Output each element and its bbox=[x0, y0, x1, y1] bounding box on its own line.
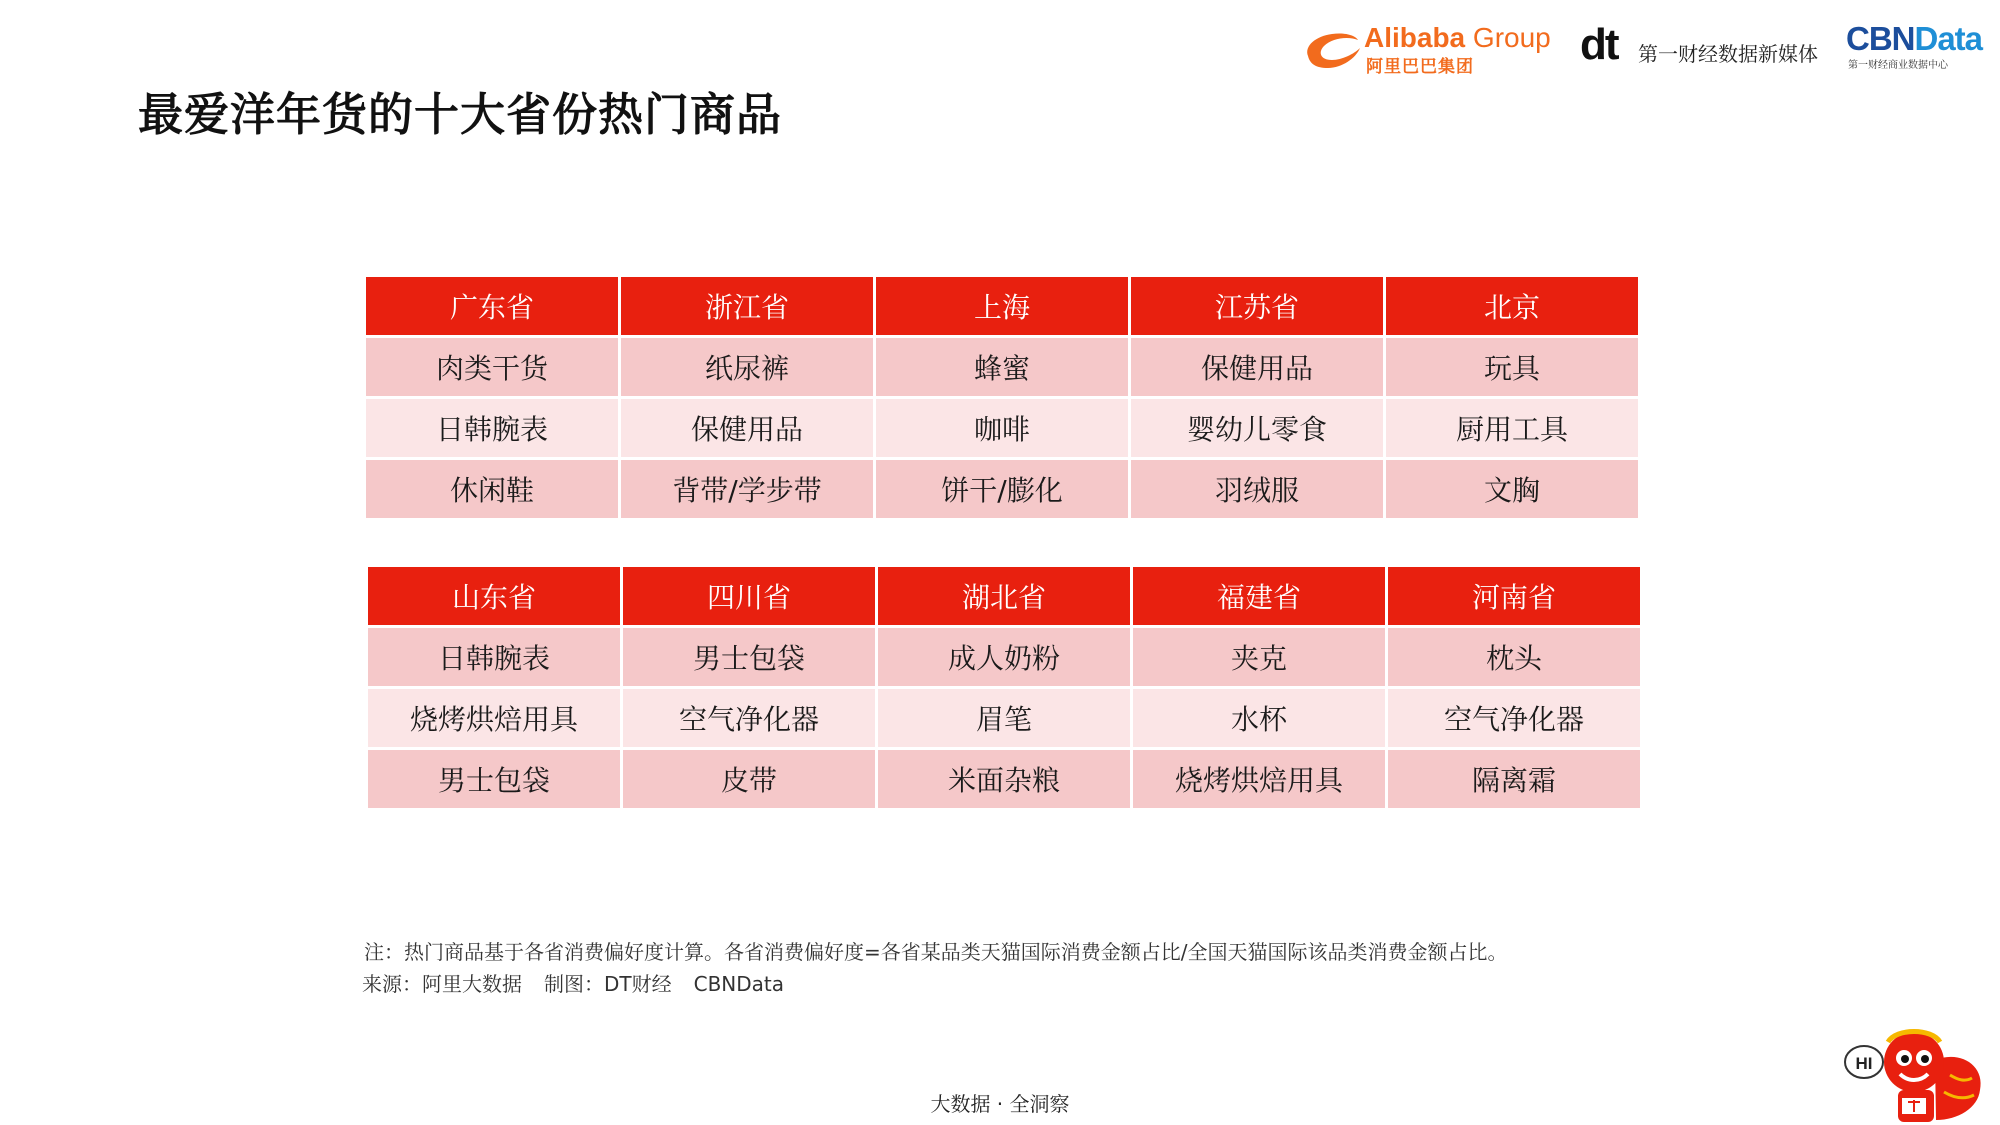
product-cell: 男士包袋 bbox=[623, 628, 875, 686]
product-cell: 肉类干货 bbox=[366, 338, 618, 396]
header-logos bbox=[0, 20, 2000, 80]
product-cell: 蜂蜜 bbox=[876, 338, 1128, 396]
alibaba-logo bbox=[1302, 22, 1562, 77]
table-row bbox=[368, 750, 1640, 808]
product-cell: 休闲鞋 bbox=[366, 460, 618, 518]
product-cell: 隔离霜 bbox=[1388, 750, 1640, 808]
product-cell: 日韩腕表 bbox=[368, 628, 620, 686]
product-cell: 文胸 bbox=[1386, 460, 1638, 518]
table-row bbox=[366, 460, 1638, 518]
alibaba-cn-name: 阿里巴巴集团 bbox=[1366, 57, 1474, 77]
province-header: 上海 bbox=[876, 277, 1128, 335]
table-row bbox=[368, 628, 1640, 686]
product-cell: 背带/学步带 bbox=[621, 460, 873, 518]
province-table-top bbox=[363, 274, 1641, 521]
province-header: 河南省 bbox=[1388, 567, 1640, 625]
product-cell: 玩具 bbox=[1386, 338, 1638, 396]
table-header-row bbox=[366, 277, 1638, 335]
lion-dance-mascot-icon bbox=[1840, 1020, 1990, 1125]
province-header: 广东省 bbox=[366, 277, 618, 335]
product-cell: 眉笔 bbox=[878, 689, 1130, 747]
province-header: 福建省 bbox=[1133, 567, 1385, 625]
product-cell: 纸尿裤 bbox=[621, 338, 873, 396]
province-header: 江苏省 bbox=[1131, 277, 1383, 335]
alibaba-name: Alibaba Group bbox=[1364, 22, 1551, 53]
product-cell: 饼干/膨化 bbox=[876, 460, 1128, 518]
product-cell: 羽绒服 bbox=[1131, 460, 1383, 518]
province-table-bottom bbox=[365, 564, 1643, 811]
footnote: 注：热门商品基于各省消费偏好度计算。各省消费偏好度=各省某品类天猫国际消费金额占比/全国天猫国际该品类消费金额占比。 bbox=[364, 940, 1508, 964]
product-cell: 厨用工具 bbox=[1386, 399, 1638, 457]
product-cell: 保健用品 bbox=[1131, 338, 1383, 396]
source-text: 来源：阿里大数据 bbox=[362, 972, 522, 996]
mascot-bubble-text: HI bbox=[1855, 1054, 1873, 1073]
table-row bbox=[366, 338, 1638, 396]
cbndata-subtitle: 第一财经商业数据中心 bbox=[1848, 60, 1948, 71]
province-header: 湖北省 bbox=[878, 567, 1130, 625]
alibaba-smile-icon bbox=[1302, 26, 1364, 72]
product-cell: 男士包袋 bbox=[368, 750, 620, 808]
province-header: 北京 bbox=[1386, 277, 1638, 335]
table-row bbox=[366, 399, 1638, 457]
product-cell: 米面杂粮 bbox=[878, 750, 1130, 808]
product-cell: 烧烤烘焙用具 bbox=[368, 689, 620, 747]
table-header-row bbox=[368, 567, 1640, 625]
province-header: 山东省 bbox=[368, 567, 620, 625]
page-title: 最爱洋年货的十大省份热门商品 bbox=[138, 88, 783, 141]
product-cell: 咖啡 bbox=[876, 399, 1128, 457]
product-cell: 空气净化器 bbox=[1388, 689, 1640, 747]
product-cell: 成人奶粉 bbox=[878, 628, 1130, 686]
product-cell: 保健用品 bbox=[621, 399, 873, 457]
product-cell: 皮带 bbox=[623, 750, 875, 808]
brand-credit: CBNData bbox=[693, 972, 785, 996]
table-row bbox=[368, 689, 1640, 747]
dt-mark: dt bbox=[1580, 20, 1618, 69]
chart-credit: 制图：DT财经 bbox=[544, 972, 672, 996]
cbndata-wordmark: CBNData bbox=[1846, 20, 1983, 57]
dt-text: 第一财经数据新媒体 bbox=[1638, 42, 1818, 66]
product-cell: 空气净化器 bbox=[623, 689, 875, 747]
source-line bbox=[362, 968, 806, 997]
product-cell: 枕头 bbox=[1388, 628, 1640, 686]
province-header: 四川省 bbox=[623, 567, 875, 625]
product-cell: 水杯 bbox=[1133, 689, 1385, 747]
cbndata-logo bbox=[1846, 20, 1996, 80]
dt-logo bbox=[1580, 20, 1820, 76]
province-header: 浙江省 bbox=[621, 277, 873, 335]
product-cell: 日韩腕表 bbox=[366, 399, 618, 457]
footer-slogan: 大数据 · 全洞察 bbox=[930, 1092, 1070, 1116]
product-cell: 夹克 bbox=[1133, 628, 1385, 686]
product-cell: 烧烤烘焙用具 bbox=[1133, 750, 1385, 808]
product-cell: 婴幼儿零食 bbox=[1131, 399, 1383, 457]
